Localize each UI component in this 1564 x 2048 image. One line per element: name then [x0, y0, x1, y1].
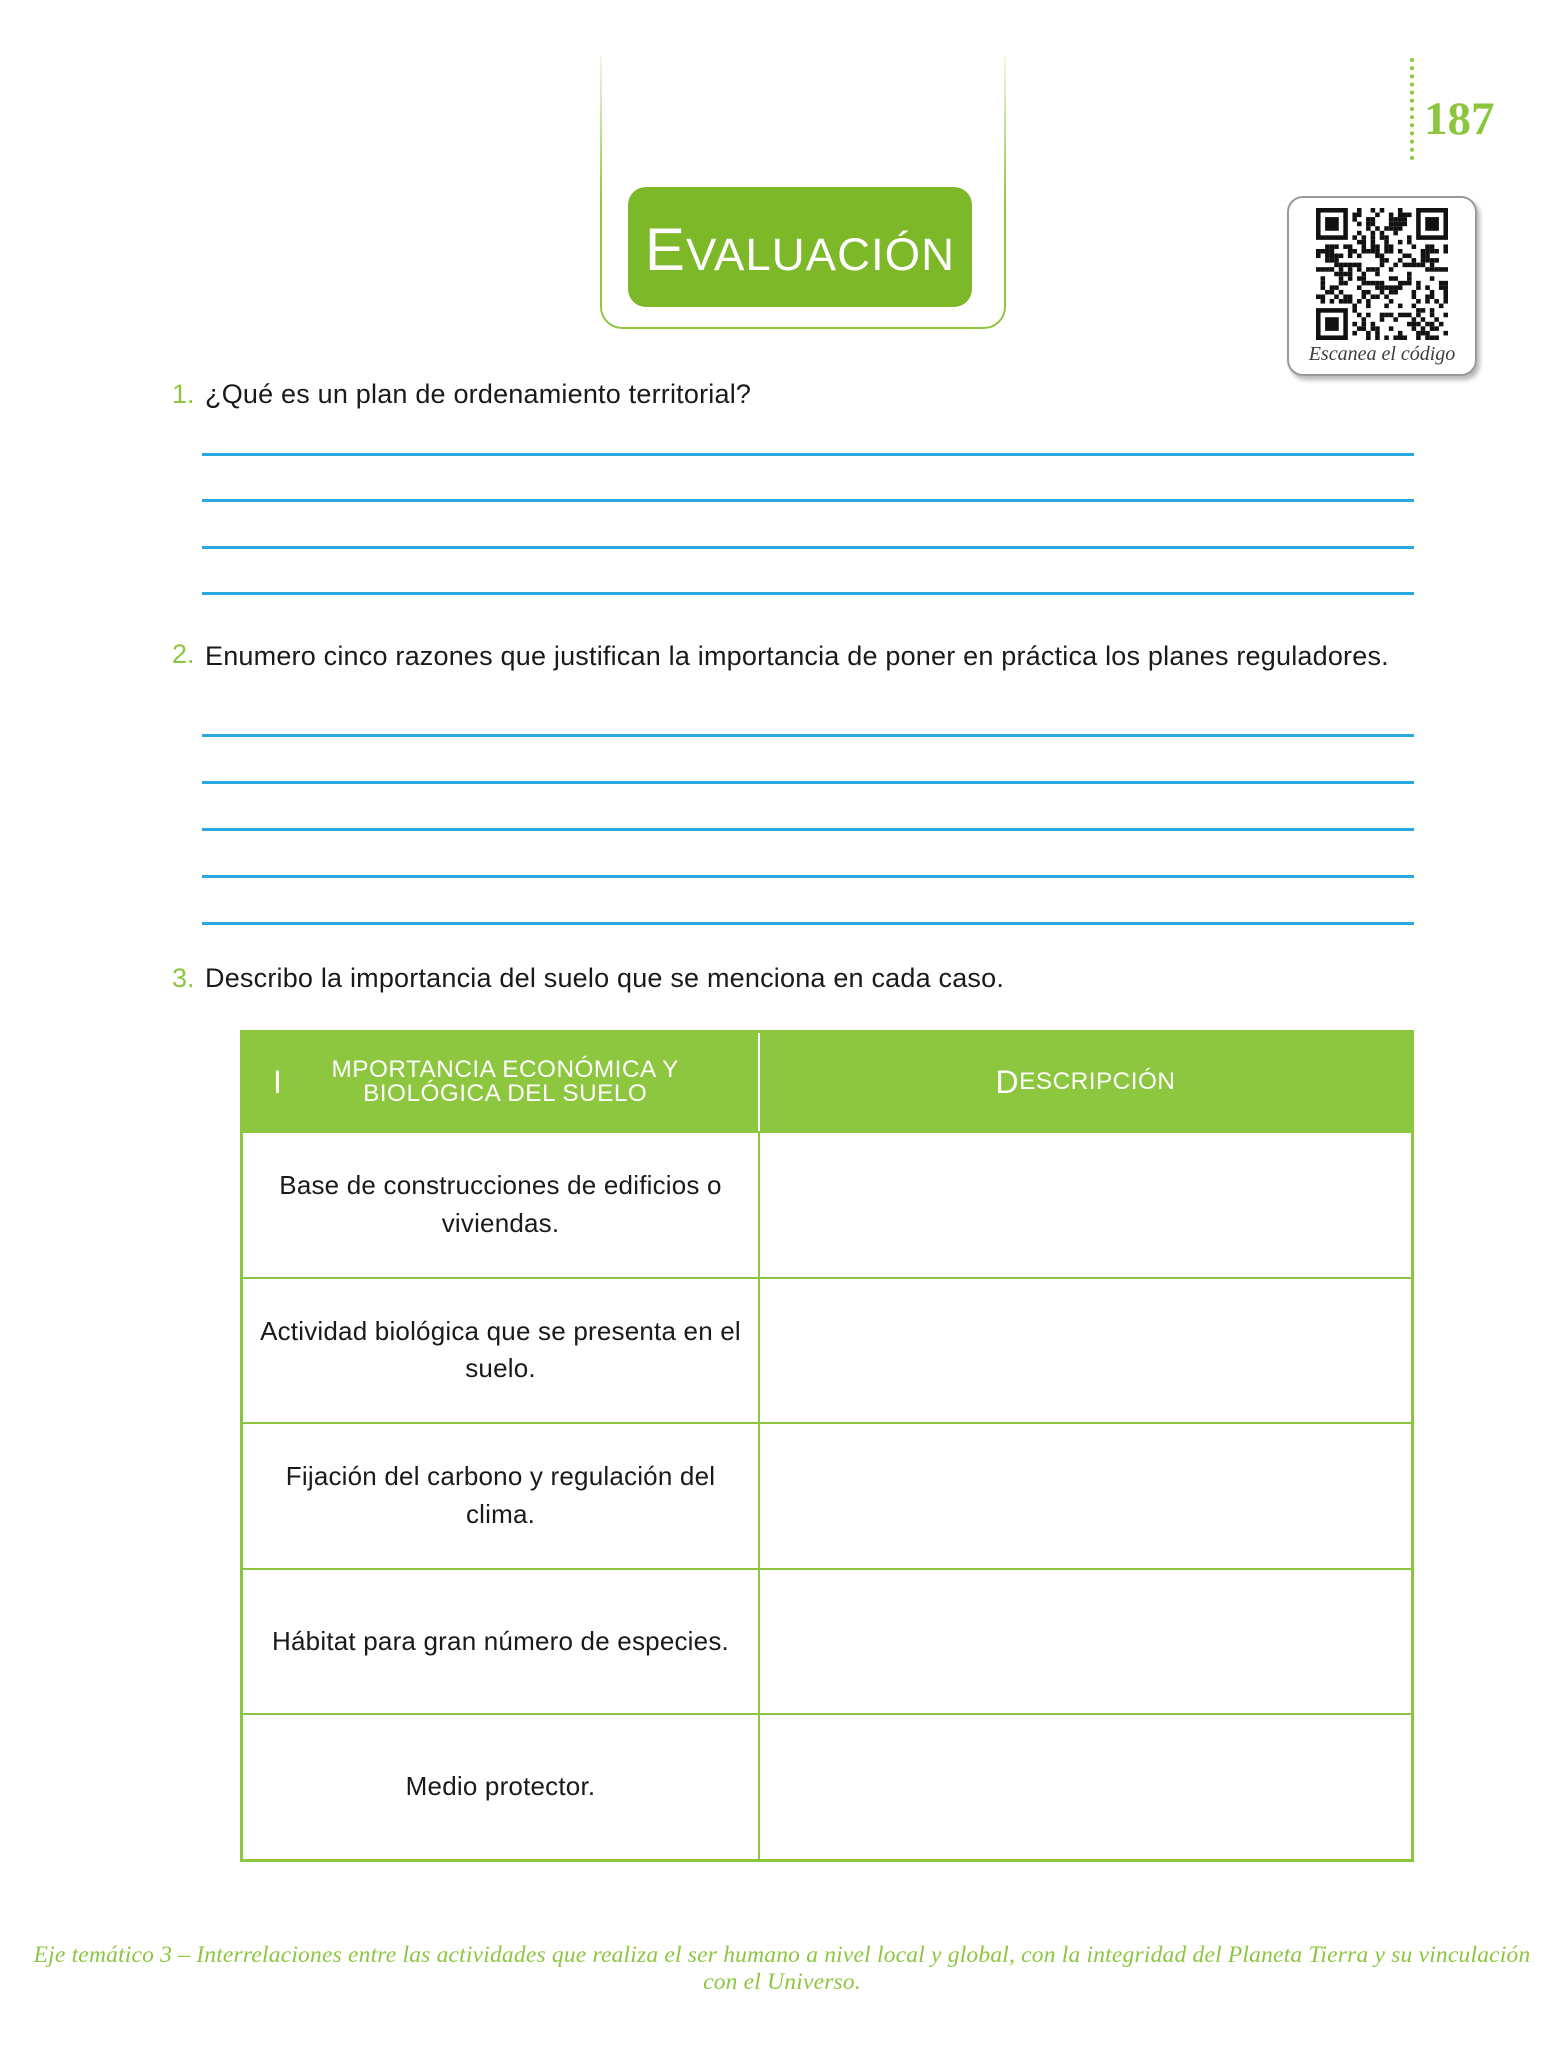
question-2 [172, 638, 1414, 674]
footer-theme-text: Eje temático 3 – Interrelaciones entre las actividades que realiza el ser humano a nivel local y global, con la integridad del Planeta Tierra y su vinculación con el Universo. [33, 1942, 1531, 1995]
answer-line[interactable] [202, 456, 1414, 503]
answer-line[interactable] [202, 690, 1414, 737]
qr-box [1287, 196, 1477, 376]
importance-label-cell: Fijación del carbono y regulación del clima. [243, 1424, 760, 1568]
description-blank-cell[interactable] [760, 1424, 1411, 1568]
answer-line[interactable] [202, 737, 1414, 784]
description-blank-cell[interactable] [760, 1570, 1411, 1714]
dotted-divider [1410, 58, 1414, 160]
importance-label-cell: Actividad biológica que se presenta en el suelo. [243, 1279, 760, 1423]
answer-line[interactable] [202, 409, 1414, 456]
qr-code-icon [1316, 208, 1448, 340]
importance-label-cell: Medio protector. [243, 1715, 760, 1859]
table-row [243, 1422, 1411, 1568]
importance-label-cell: Hábitat para gran número de especies. [243, 1570, 760, 1714]
description-blank-cell[interactable] [760, 1279, 1411, 1423]
question-1 [172, 378, 1414, 411]
table-header-description: D ESCRIPCIÓN [995, 1064, 1176, 1100]
answer-line[interactable] [202, 878, 1414, 925]
description-blank-cell[interactable] [760, 1133, 1411, 1277]
evaluation-badge-label: EVALUACIÓN [644, 215, 956, 283]
question-2-text: Enumero cinco razones que justifican la importancia de poner en práctica los planes reguladores. [205, 641, 1389, 671]
answer-line[interactable] [202, 784, 1414, 831]
table-row [243, 1713, 1411, 1859]
importance-label-cell: Base de construcciones de edificios o viviendas. [243, 1133, 760, 1277]
question-2-answer-lines [202, 690, 1414, 925]
question-3-number: 3. [172, 963, 195, 993]
soil-importance-table [240, 1030, 1414, 1862]
answer-line[interactable] [202, 831, 1414, 878]
table-row [243, 1131, 1411, 1277]
description-blank-cell[interactable] [760, 1715, 1411, 1859]
answer-line[interactable] [202, 549, 1414, 596]
qr-caption: Escanea el código [1308, 343, 1456, 365]
question-3-text: Describo la importancia del suelo que se menciona en cada caso. [205, 963, 1005, 993]
table-body [243, 1131, 1411, 1859]
question-1-answer-lines [202, 409, 1414, 595]
answer-line[interactable] [202, 502, 1414, 549]
question-3 [172, 962, 1414, 995]
evaluation-badge [628, 187, 972, 307]
question-1-number: 1. [172, 379, 195, 409]
table-row [243, 1277, 1411, 1423]
table-row [243, 1568, 1411, 1714]
question-1-text: ¿Qué es un plan de ordenamiento territorial? [205, 379, 752, 409]
table-header-importance: I MPORTANCIA ECONÓMICA Y BIOLÓGICA DEL SUELO [243, 1033, 760, 1131]
page-number: 187 [1424, 93, 1495, 145]
table-header-row [243, 1033, 1411, 1131]
question-2-number: 2. [172, 639, 195, 669]
